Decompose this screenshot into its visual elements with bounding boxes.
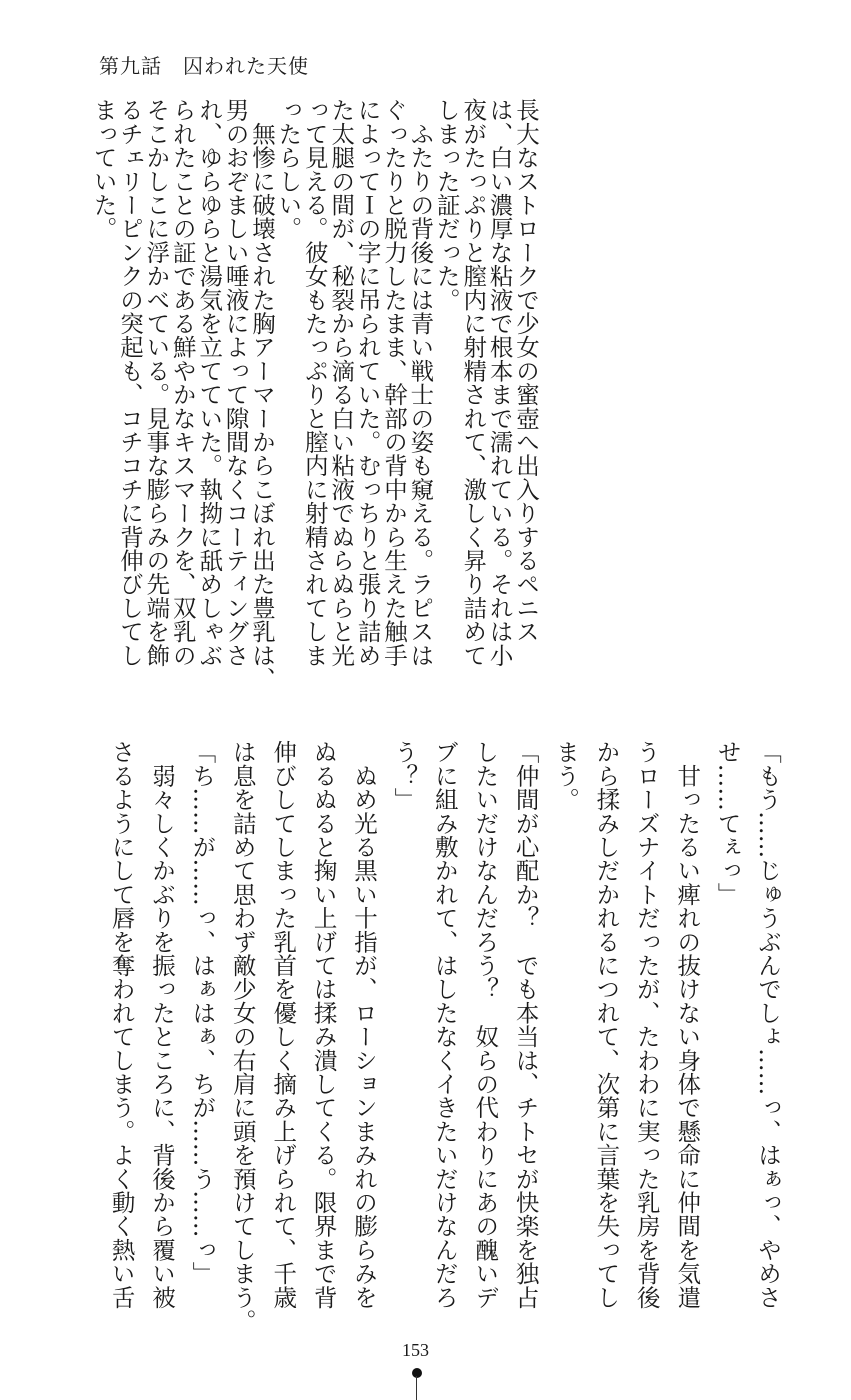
text-column: うローズナイトだったが、たわわに実った乳房を背後 — [632, 740, 661, 1309]
text-column: は息を詰めて思わず敵少女の右肩に頭を預けてしまう。 — [228, 740, 257, 1333]
page-marker-dot — [412, 1368, 422, 1378]
text-column: るチェリーピンクの突起も、コチコチに背伸びしてし — [116, 98, 144, 667]
text-column: 夜がたっぷりと膣内に射精されて、激しく昇り詰めて — [459, 98, 488, 667]
text-column: は、白い濃厚な粘液で根本まで濡れている。それは小 — [485, 98, 514, 667]
text-column: 伸びしてしまった乳首を優しく摘み上げられて、千歳 — [269, 740, 298, 1309]
text-column: 弱々しくかぶりを振ったところに、背後から覆い被 — [148, 740, 176, 1309]
page-number: 153 — [402, 1340, 429, 1360]
text-column: したいだけなんだろう？ 奴らの代わりにあの醜いデ — [471, 740, 500, 1309]
text-column: 「ち……が……っ、はぁはぁ、ちが……う……っ」 — [188, 740, 217, 1286]
text-column: られたことの証である鮮やかなキスマークを、双乳の — [168, 98, 197, 667]
text-column: ぐったりと脱力したまま、幹部の背中から生えた触手 — [380, 98, 408, 667]
page-marker-line — [416, 1376, 417, 1400]
chapter-header: 第九話 囚われた天使 — [99, 54, 309, 78]
text-column: 無惨に破壊された胸アーマーからこぼれ出た豊乳は、 — [248, 98, 276, 691]
text-column: れ、ゆらゆらと湯気を立てていた。執拗に舐めしゃぶ — [195, 98, 224, 667]
text-column: 「もう……じゅうぶんでしょ……っ、はぁっ、やめさ — [754, 740, 782, 1309]
text-column: しまった証だった。 — [432, 98, 461, 312]
text-column: そこかしこに浮かべている。見事な膨らみの先端を飾 — [142, 98, 171, 667]
text-column: う？」 — [390, 740, 419, 812]
text-column: ブに組み敷かれて、はしたなくイきたいだけなんだろ — [430, 740, 459, 1309]
text-column: によってＩの字に吊られていた。むっちりと張り詰め — [353, 98, 382, 667]
text-column: ぬめ光る黒い十指が、ローションまみれの膨らみを — [350, 740, 378, 1309]
text-column: ふたりの背後には青い戦士の姿も窺える。ラピスは — [406, 98, 435, 667]
text-column: 長大なストロークで少女の蜜壺へ出入りするペニス — [512, 98, 540, 644]
text-column: 男のおぞましい唾液によって隙間なくコーティングさ — [221, 98, 250, 667]
text-column: ぬるぬると掬い上げては揉み潰してくる。限界まで背 — [309, 740, 338, 1309]
text-column: 甘ったるい痺れの抜けない身体で懸命に仲間を気遣 — [673, 740, 702, 1309]
text-column: ったらしい。 — [274, 98, 303, 241]
text-column: た太腿の間が、秘裂から滴る白い粘液でぬらぬらと光 — [327, 98, 356, 667]
text-column: まっていた。 — [89, 98, 118, 241]
text-column: さるようにして唇を奪われてしまう。よく動く熱い舌 — [107, 740, 136, 1309]
text-column: せ……てぇっ」 — [713, 740, 742, 906]
text-column: まう。 — [552, 740, 580, 812]
text-column: って見える。彼女もたっぷりと膣内に射精されてしま — [300, 98, 329, 667]
text-column: 「仲間が心配か？ でも本当は、チトセが快楽を独占 — [511, 740, 540, 1309]
text-column: から揉みしだかれるにつれて、次第に言葉を失ってし — [592, 740, 621, 1309]
